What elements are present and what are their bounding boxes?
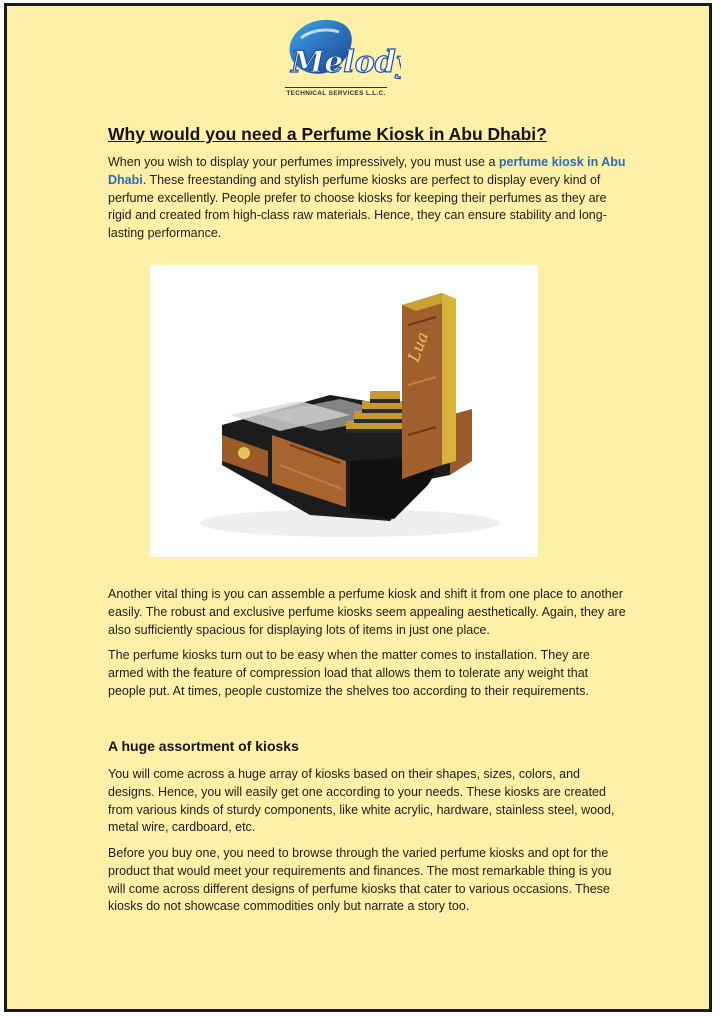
section-heading: A huge assortment of kiosks xyxy=(108,738,299,754)
intro-text-after: . These freestanding and stylish perfume kiosks are perfect to display every kind of perfume excellently. People prefer to choose kiosks for keeping their perfumes as they are rigid and created from high-class raw materials. Hence, they can ensure stability and long-lasting performance. xyxy=(108,172,607,241)
paragraph-assortment: You will come across a huge array of kiosks based on their shapes, sizes, colors, and designs. Hence, you will easily get one according to your needs. These kiosks are created from various kinds of sturdy components, like white acrylic, hardware, stainless steel, wood, metal wire, cardboard, etc. xyxy=(108,767,615,835)
paragraph-installation: The perfume kiosks turn out to be easy when the matter comes to installation. They are armed with the feature of compression load that allows them to tolerate any weight that people put. At times, people customize the shelves too according to their requirements. xyxy=(108,648,590,698)
perfume-kiosk-link[interactable]: perfume kiosk in Abu Dhabi xyxy=(108,155,626,187)
perfume-kiosk-image xyxy=(150,265,538,557)
intro-paragraph xyxy=(108,154,628,243)
logo-divider xyxy=(285,87,387,88)
melody-logo-icon xyxy=(271,16,401,88)
svg-text:Melody: Melody xyxy=(291,45,401,80)
company-logo xyxy=(271,16,401,102)
paragraph-browse: Before you buy one, you need to browse through the varied perfume kiosks and opt for the product that would meet your requirements and finances. The most remarkable thing is you will come across different designs of perfume kiosks that cater to various occasions. These kiosks do not showcase commodities only but narrate a story too. xyxy=(108,846,612,914)
logo-subtitle: TECHNICAL SERVICES L.L.C. xyxy=(286,90,386,97)
svg-text:Lua: Lua xyxy=(403,329,433,365)
article-title: Why would you need a Perfume Kiosk in Abu Dhabi? xyxy=(108,124,547,144)
paragraph-assemble: Another vital thing is you can assemble a perfume kiosk and shift it from one place to another easily. The robust and exclusive perfume kiosks seem appealing aesthetically. Again, they are also sufficiently spacious for displaying lots of items in just one place. xyxy=(108,587,626,637)
intro-text-before: When you wish to display your perfumes impressively, you must use a xyxy=(108,155,499,169)
document-page xyxy=(4,3,712,1012)
kiosk-illustration-icon xyxy=(150,265,538,557)
